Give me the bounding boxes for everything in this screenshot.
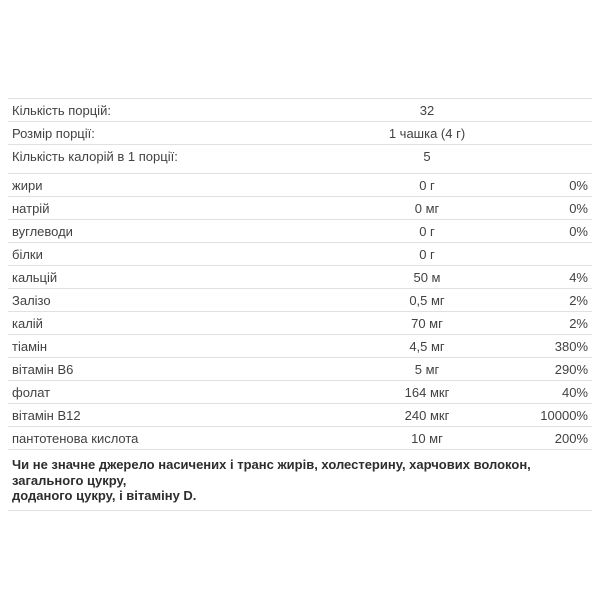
row-amount: 10 мг [411,430,443,446]
footnote [8,449,592,511]
footnote-line-2: доданого цукру, і вітаміну D. [12,488,197,503]
table-row [8,242,592,265]
table-row [8,357,592,380]
row-label: білки [12,246,43,262]
row-amount: 32 [419,102,435,118]
row-label: вітамін B12 [12,407,81,423]
row-daily-value: 380% [554,338,588,354]
row-amount: 5 [423,148,431,164]
row-label: жири [12,177,43,193]
row-amount: 0 г [419,177,435,193]
row-label: пантотенова кислота [12,430,139,446]
row-label: калій [12,315,43,331]
row-daily-value: 0% [569,200,588,216]
row-label: тіамін [12,338,48,354]
row-amount: 5 мг [414,361,440,377]
row-amount: 0 мг [414,200,440,216]
row-amount: 4,5 мг [409,338,445,354]
row-label: вітамін B6 [12,361,74,377]
row-daily-value: 200% [554,430,588,446]
row-daily-value: 2% [569,315,588,331]
table-row [8,426,592,449]
table-row [8,98,592,121]
row-label: Кількість порцій: [12,102,111,118]
row-label: натрій [12,200,50,216]
row-amount: 70 мг [411,315,443,331]
row-label: Кількість калорій в 1 порції: [12,148,178,164]
row-daily-value: 0% [569,177,588,193]
table-row [8,144,592,173]
footnote-line-1: Чи не значне джерело насичених і транс жирів, холестерину, харчових волокон, загального цукру, [12,457,531,488]
table-row [8,380,592,403]
row-amount: 0,5 мг [409,292,445,308]
row-daily-value: 4% [569,269,588,285]
table-row [8,196,592,219]
row-daily-value: 10000% [540,407,588,423]
row-amount: 164 мкг [404,384,450,400]
table-row [8,288,592,311]
row-daily-value: 40% [561,384,588,400]
table-row [8,403,592,426]
row-amount: 1 чашка (4 г) [388,125,466,141]
table-row [8,219,592,242]
row-label: кальцій [12,269,58,285]
table-row [8,334,592,357]
table-row [8,311,592,334]
row-label: фолат [12,384,51,400]
row-amount: 0 г [419,246,435,262]
facts-rows [8,98,592,449]
row-daily-value: 290% [554,361,588,377]
table-row [8,121,592,144]
row-label: вуглеводи [12,223,73,239]
row-daily-value: 0% [569,223,588,239]
row-amount: 240 мкг [404,407,450,423]
row-amount: 50 м [413,269,441,285]
row-daily-value: 2% [569,292,588,308]
row-label: Розмір порції: [12,125,95,141]
table-row [8,265,592,288]
facts-table [8,98,592,511]
table-row [8,173,592,196]
row-amount: 0 г [419,223,435,239]
row-label: Залізо [12,292,51,308]
